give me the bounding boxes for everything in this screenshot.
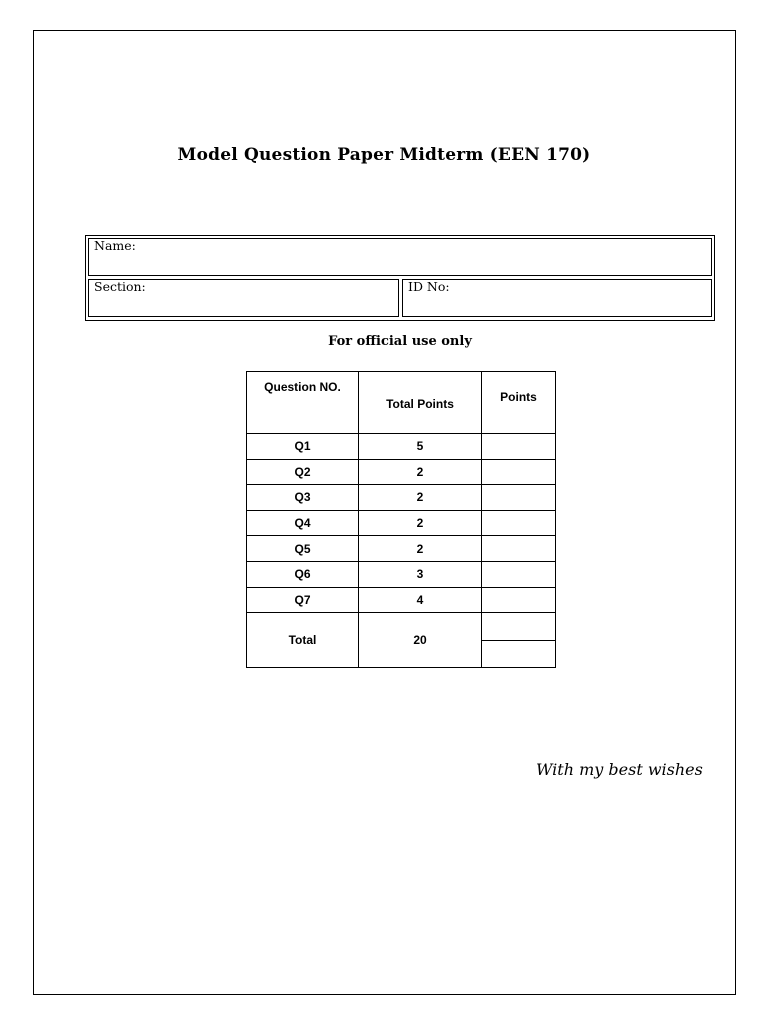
- total-label-cell: Total: [247, 613, 359, 668]
- points-cell[interactable]: [482, 459, 556, 485]
- points-cell[interactable]: [482, 510, 556, 536]
- question-cell: Q1: [247, 434, 359, 460]
- table-row: [247, 587, 556, 613]
- points-cell[interactable]: [482, 561, 556, 587]
- table-row: [247, 459, 556, 485]
- question-cell: Q3: [247, 485, 359, 511]
- total-points-cell: 2: [359, 536, 482, 562]
- total-points-cell: 4: [359, 587, 482, 613]
- points-cell[interactable]: [482, 434, 556, 460]
- total-points-cell: 2: [359, 459, 482, 485]
- total-points-value-cell: 20: [359, 613, 482, 668]
- question-cell: Q5: [247, 536, 359, 562]
- total-points-upper-box[interactable]: [482, 613, 555, 641]
- question-cell: Q2: [247, 459, 359, 485]
- section-field[interactable]: [88, 279, 399, 317]
- name-field[interactable]: [88, 238, 712, 276]
- question-cell: Q4: [247, 510, 359, 536]
- total-points-cell: 3: [359, 561, 482, 587]
- points-cell[interactable]: [482, 536, 556, 562]
- question-cell: Q7: [247, 587, 359, 613]
- total-points-cell: 2: [359, 510, 482, 536]
- total-points-obtained-cell[interactable]: [482, 613, 556, 668]
- question-cell: Q6: [247, 561, 359, 587]
- table-header-row: [247, 372, 556, 434]
- student-info-box: [85, 235, 715, 321]
- points-cell[interactable]: [482, 587, 556, 613]
- total-points-cell: 5: [359, 434, 482, 460]
- name-label: Name:: [94, 238, 136, 253]
- total-points-cell: 2: [359, 485, 482, 511]
- table-row: [247, 536, 556, 562]
- total-points-split: [482, 613, 555, 667]
- table-row: [247, 485, 556, 511]
- table-row: [247, 434, 556, 460]
- id-field[interactable]: [402, 279, 712, 317]
- page-title: Model Question Paper Midterm (EEN 170): [177, 145, 591, 165]
- id-label: ID No:: [408, 279, 450, 294]
- points-cell[interactable]: [482, 485, 556, 511]
- official-use-note: For official use only: [328, 334, 472, 349]
- header-question-no: Question NO.: [247, 372, 359, 434]
- closing-note: With my best wishes: [536, 760, 703, 779]
- table-row: [247, 561, 556, 587]
- section-label: Section:: [94, 279, 146, 294]
- table-row: [247, 510, 556, 536]
- header-total-points: Total Points: [359, 372, 482, 434]
- total-points-lower-box[interactable]: [482, 641, 555, 668]
- table-total-row: [247, 613, 556, 668]
- header-points: Points: [482, 372, 556, 434]
- score-table: [246, 371, 556, 668]
